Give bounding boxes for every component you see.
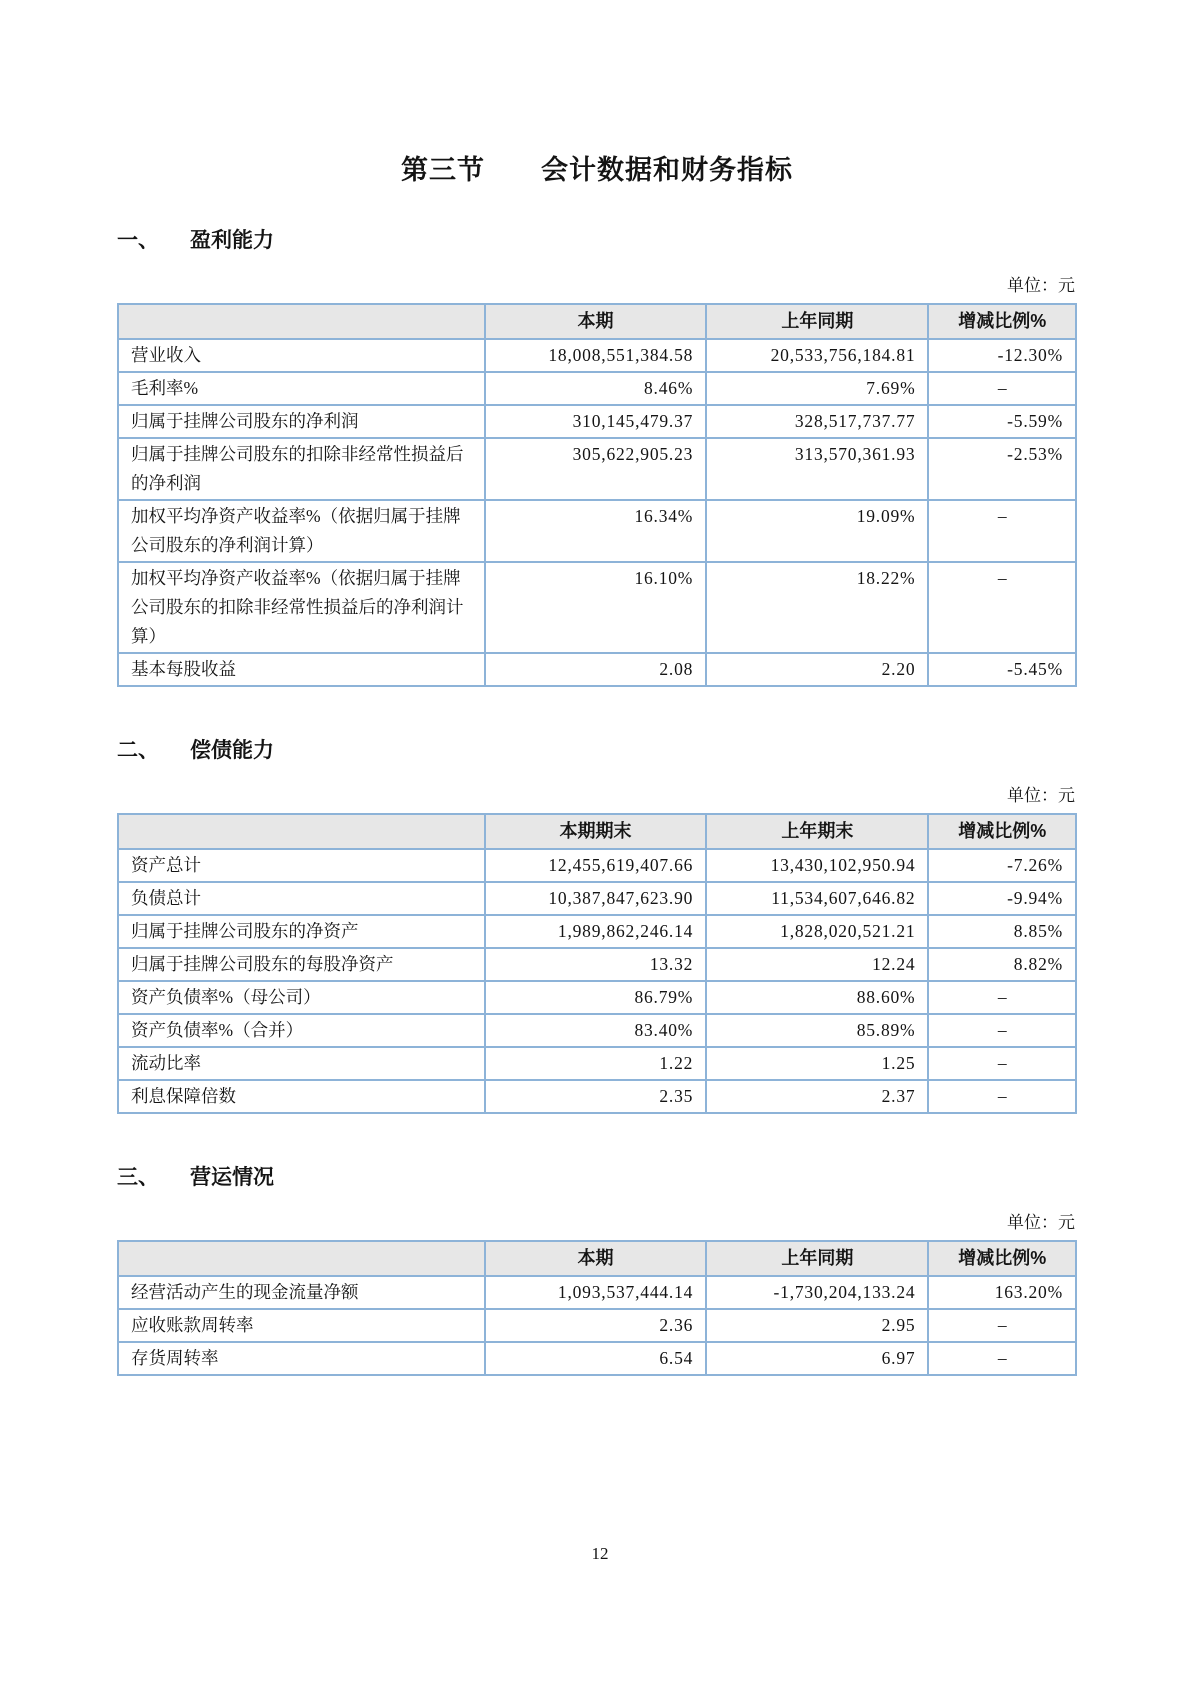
change-value: -7.26% [928, 849, 1076, 882]
change-value: – [928, 1014, 1076, 1047]
prior-value: 88.60% [706, 981, 928, 1014]
unit-label: 单位：元 [1007, 786, 1075, 805]
metric-label: 基本每股收益 [118, 653, 485, 686]
metric-label: 资产负债率%（合并） [118, 1014, 485, 1047]
metric-label: 加权平均净资产收益率%（依据归属于挂牌公司股东的净利润计算） [118, 500, 485, 562]
table-row [118, 882, 1076, 915]
prior-value: 6.97 [706, 1342, 928, 1375]
document-title: 第三节 会计数据和财务指标 [401, 155, 793, 185]
column-header-current: 本期期末 [485, 814, 706, 849]
section-heading-operations [117, 1164, 1077, 1192]
current-value: 2.08 [485, 653, 706, 686]
prior-value: 7.69% [706, 372, 928, 405]
change-value: – [928, 1080, 1076, 1113]
current-value: 6.54 [485, 1342, 706, 1375]
table-row [118, 438, 1076, 500]
table-header-row [118, 304, 1076, 339]
table-header-row [118, 814, 1076, 849]
prior-value: 18.22% [706, 562, 928, 653]
table-row [118, 1309, 1076, 1342]
prior-value: 20,533,756,184.81 [706, 339, 928, 372]
metric-label: 归属于挂牌公司股东的净资产 [118, 915, 485, 948]
table-row [118, 339, 1076, 372]
table-row [118, 1276, 1076, 1309]
change-value: – [928, 1047, 1076, 1080]
section-index-label: 三、 [117, 1166, 159, 1189]
change-value: -5.45% [928, 653, 1076, 686]
current-value: 13.32 [485, 948, 706, 981]
section-title: 偿债能力 [190, 739, 274, 762]
section-heading-profitability [117, 227, 1077, 255]
metric-label: 流动比率 [118, 1047, 485, 1080]
current-value: 83.40% [485, 1014, 706, 1047]
change-value: -5.59% [928, 405, 1076, 438]
prior-value: 1.25 [706, 1047, 928, 1080]
table-row [118, 1080, 1076, 1113]
column-header-metric [118, 814, 485, 849]
table-row [118, 500, 1076, 562]
change-value: – [928, 1309, 1076, 1342]
change-value: 8.85% [928, 915, 1076, 948]
metric-label: 加权平均净资产收益率%（依据归属于挂牌公司股东的扣除非经常性损益后的净利润计算） [118, 562, 485, 653]
table-row [118, 1014, 1076, 1047]
current-value: 310,145,479.37 [485, 405, 706, 438]
section-title: 盈利能力 [190, 229, 274, 252]
section-title: 营运情况 [190, 1166, 274, 1189]
prior-value: 19.09% [706, 500, 928, 562]
section-profitability [117, 227, 1077, 687]
current-value: 10,387,847,623.90 [485, 882, 706, 915]
change-value: – [928, 500, 1076, 562]
metric-label: 利息保障倍数 [118, 1080, 485, 1113]
profitability-table [117, 303, 1077, 687]
change-value: 8.82% [928, 948, 1076, 981]
change-value: -12.30% [928, 339, 1076, 372]
metric-label: 归属于挂牌公司股东的每股净资产 [118, 948, 485, 981]
prior-value: 2.37 [706, 1080, 928, 1113]
section-index-label: 二、 [117, 739, 159, 762]
current-value: 2.35 [485, 1080, 706, 1113]
column-header-change: 增减比例% [928, 1241, 1076, 1276]
column-header-current: 本期 [485, 1241, 706, 1276]
metric-label: 资产总计 [118, 849, 485, 882]
table-header-row [118, 1241, 1076, 1276]
table-row [118, 1047, 1076, 1080]
current-value: 2.36 [485, 1309, 706, 1342]
metric-label: 毛利率% [118, 372, 485, 405]
table-row [118, 372, 1076, 405]
column-header-change: 增减比例% [928, 304, 1076, 339]
table-row [118, 915, 1076, 948]
metric-label: 应收账款周转率 [118, 1309, 485, 1342]
current-value: 12,455,619,407.66 [485, 849, 706, 882]
change-value: 163.20% [928, 1276, 1076, 1309]
current-value: 16.10% [485, 562, 706, 653]
metric-label: 营业收入 [118, 339, 485, 372]
change-value: – [928, 562, 1076, 653]
prior-value: 11,534,607,646.82 [706, 882, 928, 915]
unit-label: 单位：元 [1007, 1213, 1075, 1232]
table-row [118, 948, 1076, 981]
change-value: – [928, 372, 1076, 405]
page-number: 12 [591, 1544, 609, 1563]
table-row [118, 1342, 1076, 1375]
change-value: – [928, 981, 1076, 1014]
column-header-metric [118, 304, 485, 339]
operations-table [117, 1240, 1077, 1376]
column-header-prior: 上年同期 [706, 1241, 928, 1276]
column-header-metric [118, 1241, 485, 1276]
current-value: 305,622,905.23 [485, 438, 706, 500]
table-row [118, 849, 1076, 882]
change-value: -9.94% [928, 882, 1076, 915]
table-row [118, 562, 1076, 653]
current-value: 1,989,862,246.14 [485, 915, 706, 948]
current-value: 16.34% [485, 500, 706, 562]
metric-label: 负债总计 [118, 882, 485, 915]
prior-value: 328,517,737.77 [706, 405, 928, 438]
table-row [118, 981, 1076, 1014]
metric-label: 存货周转率 [118, 1342, 485, 1375]
prior-value: 313,570,361.93 [706, 438, 928, 500]
table-row [118, 405, 1076, 438]
change-value: -2.53% [928, 438, 1076, 500]
current-value: 86.79% [485, 981, 706, 1014]
prior-value: 2.20 [706, 653, 928, 686]
section-index-label: 一、 [117, 229, 159, 252]
metric-label: 归属于挂牌公司股东的扣除非经常性损益后的净利润 [118, 438, 485, 500]
current-value: 8.46% [485, 372, 706, 405]
table-row [118, 653, 1076, 686]
prior-value: 12.24 [706, 948, 928, 981]
column-header-current: 本期 [485, 304, 706, 339]
section-operations [117, 1164, 1077, 1376]
prior-value: 1,828,020,521.21 [706, 915, 928, 948]
solvency-table [117, 813, 1077, 1114]
metric-label: 经营活动产生的现金流量净额 [118, 1276, 485, 1309]
column-header-prior: 上年同期 [706, 304, 928, 339]
current-value: 1,093,537,444.14 [485, 1276, 706, 1309]
prior-value: 2.95 [706, 1309, 928, 1342]
metric-label: 资产负债率%（母公司） [118, 981, 485, 1014]
current-value: 1.22 [485, 1047, 706, 1080]
unit-label: 单位：元 [1007, 276, 1075, 295]
prior-value: 13,430,102,950.94 [706, 849, 928, 882]
section-solvency [117, 737, 1077, 1114]
section-heading-solvency [117, 737, 1077, 765]
prior-value: -1,730,204,133.24 [706, 1276, 928, 1309]
change-value: – [928, 1342, 1076, 1375]
prior-value: 85.89% [706, 1014, 928, 1047]
column-header-change: 增减比例% [928, 814, 1076, 849]
column-header-prior: 上年期末 [706, 814, 928, 849]
metric-label: 归属于挂牌公司股东的净利润 [118, 405, 485, 438]
current-value: 18,008,551,384.58 [485, 339, 706, 372]
